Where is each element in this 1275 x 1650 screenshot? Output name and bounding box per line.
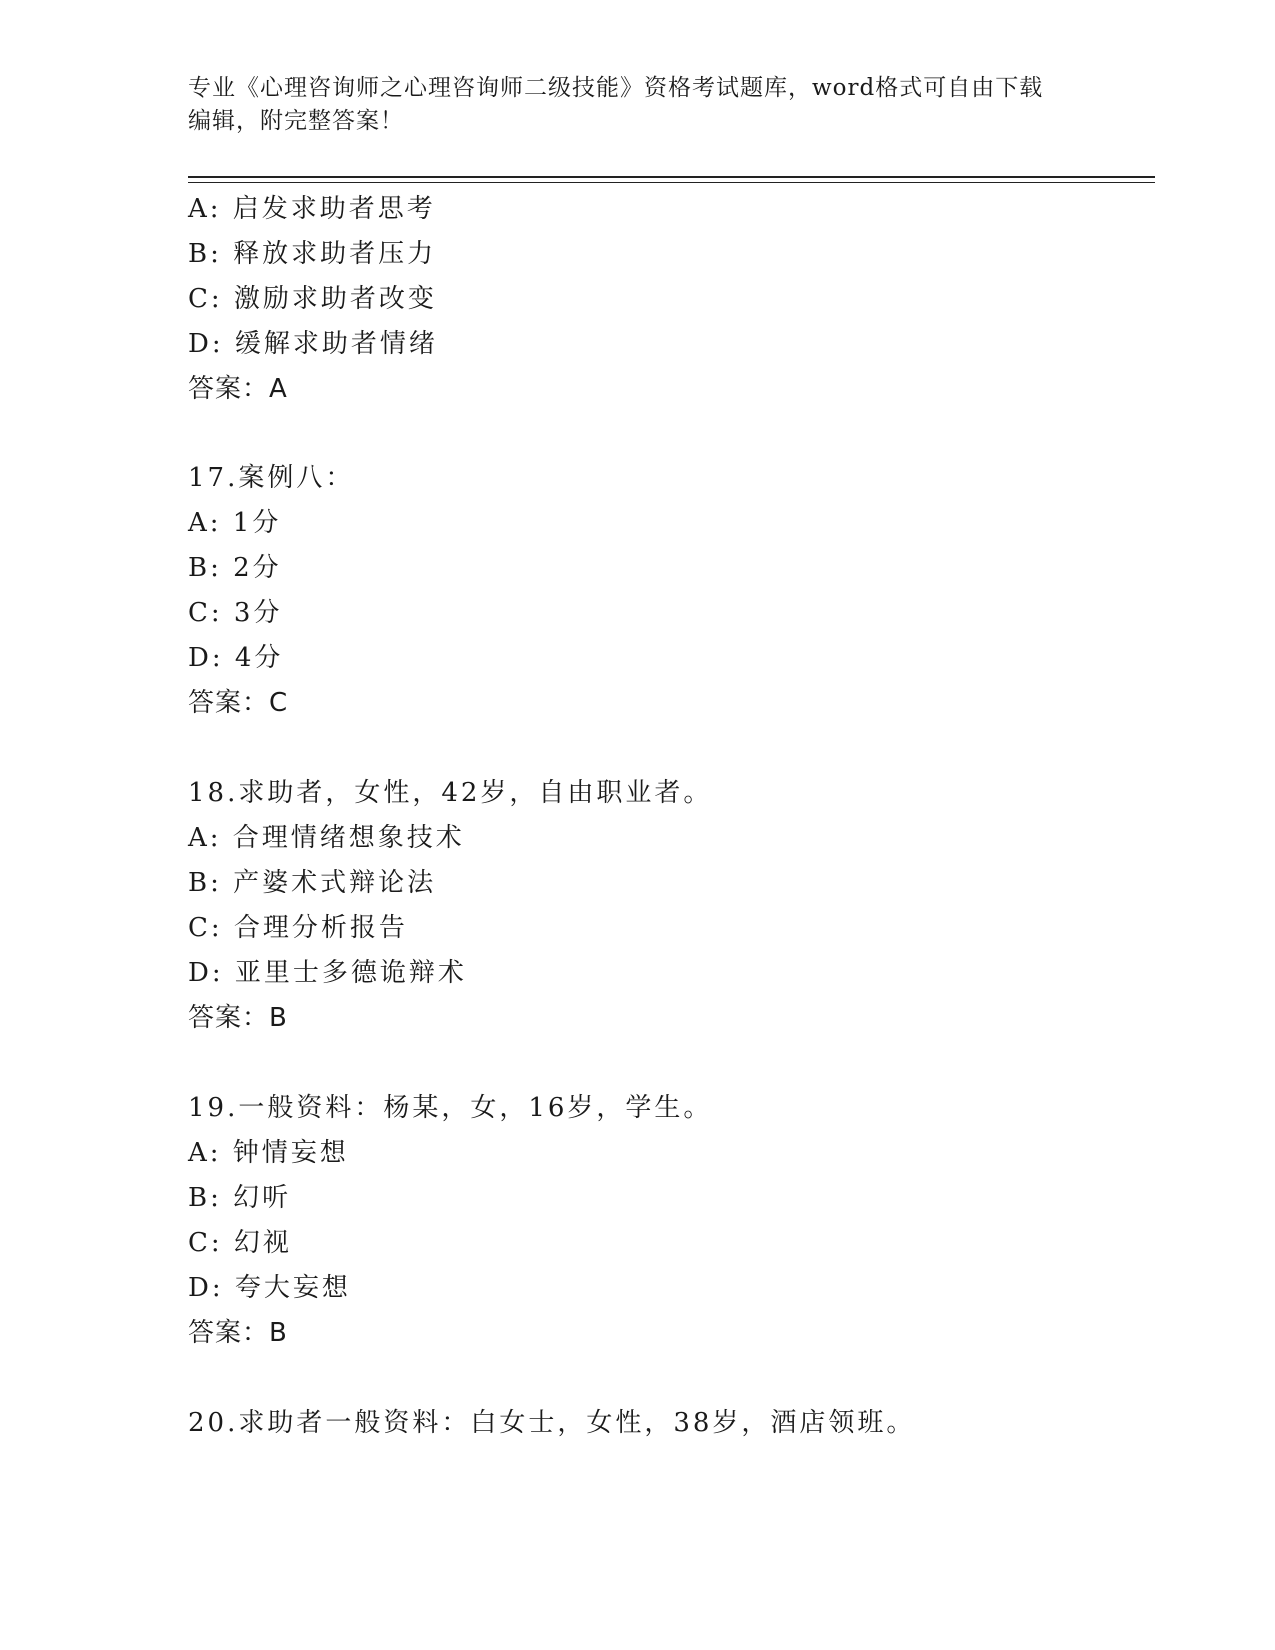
- header-line-2: 编辑，附完整答案！: [188, 108, 404, 134]
- q18-option-d: D: 亚里士多德诡辩术: [188, 958, 467, 988]
- q19-option-d: D: 夸大妄想: [188, 1273, 351, 1303]
- q18-option-a: A: 合理情绪想象技术: [188, 823, 465, 853]
- q16-option-a: A: 启发求助者思考: [188, 194, 436, 224]
- q19-option-a: A: 钟情妄想: [188, 1138, 349, 1168]
- q18-option-c: C: 合理分析报告: [188, 913, 408, 943]
- q17-option-c: C: 3分: [188, 598, 283, 628]
- q17-stem: 17.案例八：: [188, 463, 355, 493]
- q18-stem: 18.求助者，女性，42岁，自由职业者。: [188, 778, 713, 808]
- q19-answer: 答案：B: [188, 1318, 288, 1348]
- q16-option-c: C: 激励求助者改变: [188, 284, 437, 314]
- q18-option-b: B: 产婆术式辩论法: [188, 868, 437, 898]
- q19-option-c: C: 幻视: [188, 1228, 292, 1258]
- q17-option-a: A: 1分: [188, 508, 282, 538]
- header-divider-thick: [188, 176, 1155, 178]
- q17-answer: 答案：C: [188, 688, 289, 718]
- header-line-1: 专业《心理咨询师之心理咨询师二级技能》资格考试题库，word格式可自由下载: [188, 75, 1044, 101]
- q16-answer: 答案：A: [188, 374, 288, 404]
- q17-option-d: D: 4分: [188, 643, 284, 673]
- q16-option-d: D: 缓解求助者情绪: [188, 329, 438, 359]
- q19-stem: 19.一般资料：杨某，女，16岁，学生。: [188, 1093, 713, 1123]
- q17-option-b: B: 2分: [188, 553, 282, 583]
- q18-answer: 答案：B: [188, 1003, 288, 1033]
- q19-option-b: B: 幻听: [188, 1183, 292, 1213]
- header-divider-thin: [188, 182, 1155, 183]
- q20-stem: 20.求助者一般资料：白女士，女性，38岁，酒店领班。: [188, 1408, 916, 1438]
- document-header: [188, 72, 1088, 138]
- q16-option-b: B: 释放求助者压力: [188, 239, 437, 269]
